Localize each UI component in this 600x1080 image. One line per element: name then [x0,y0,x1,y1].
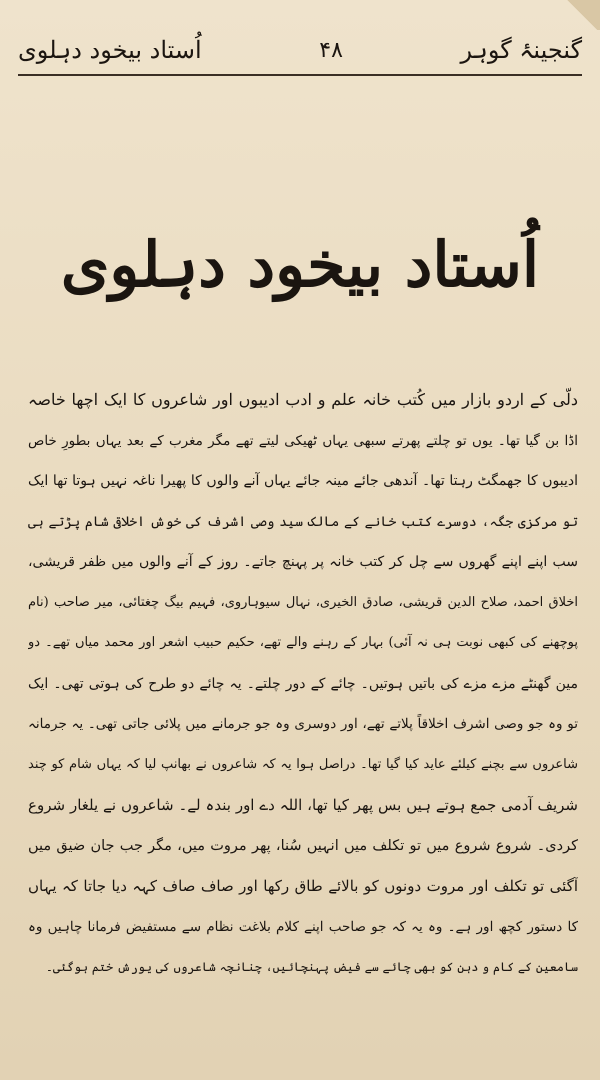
chapter-title: اُستاد بیخود دہلوی [60,228,540,301]
text-line: اڈا بن گیا تھا۔ یوں تو چلتے پھرتے سبھی یہاں ٹھیکی لیتے تھے مگر مغرب کے بعد یہاں بطورِ خاص [28,432,578,449]
text-line: سب اپنے اپنے گھروں سے چل کر کتب خانہ پر پہنچ جاتے۔ روز کے آنے والوں میں ظفر قریشی، [28,554,578,570]
text-line: مین گھنٹے مزے مزے کی باتیں ہوتیں۔ چائے کے دور چلتے۔ یہ چائے دو طرح کی ہوتی تھی۔ ایک [28,675,578,692]
folded-corner [564,0,600,30]
page-number: ۴۸ [319,37,343,63]
running-author-title: اُستاد بیخود دہلوی [18,36,202,64]
body-text [28,380,578,988]
text-line: پوچھنے کی کبھی نوبت ہی نہ آئی) بہار کے رہنے والے تھے، حکیم حبیب اشعر اور محمد میاں تھے۔ دو [28,635,578,650]
text-line: شریف آدمی جمع ہوتے ہیں بس پھر کیا تھا، اللہ دے اور بندہ لے۔ شاعروں نے یلغار شروع [28,796,578,814]
header-rule [18,74,582,76]
text-line: آگئی تو تکلف اور مروت دونوں کو بالائے طاق رکھا اور صاف صاف کہہ دیا جاتا کہ یہاں [28,877,578,895]
page-header [18,28,582,72]
text-line: تو وہ جو وصی اشرف اخلاقاً پلاتے تھے، اور دوسری وہ جو جرمانے میں پلائی جاتی تھی۔ یہ جرمانہ [28,716,578,732]
text-line: کا دستور کچھ اور ہے۔ وہ یہ کہ جو صاحب اپنے کلام بلاغت نظام سے مستفیض فرمانا چاہیں وہ [28,918,578,935]
running-book-title: گنجینۂ گوہر [460,36,582,64]
text-line: اخلاق احمد، صلاح الدین قریشی، صادق الخیری، نہال سیوہاروی، فہیم بیگ چغتائی، میر صاحب (نام [28,594,578,610]
text-line: سامعین کے کام و دہن کو بھی چائے سے فیض پہنچائیں، چنانچہ شاعروں کی یورش ختم ہوگئی۔ [45,960,578,974]
text-line: دلّی کے اردو بازار میں کُتب خانہ علم و ادب ادیبوں اور شاعروں کا ایک اچھا خاصہ [28,390,578,409]
text-line: شاعروں سے بچنے کیلئے عاید کیا گیا تھا۔ دراصل ہوا یہ کہ شاعروں نے بھانپ لیا کہ یہاں شام کو چند [28,756,578,772]
text-line: تو مرکزی جگہ، دوسرے کتب خانے کے مالک سید وصی اشرف کی خوش اخلاقی شام پڑتے ہی [28,513,578,530]
text-line: ادیبوں کا جھمگٹ رہتا تھا۔ آندھی جائے مینہ جائے یہاں آنے والوں کا پھیرا ناغہ نہیں ہوتا تھا ایک [28,473,578,489]
text-line: کردی۔ شروع شروع میں تو تکلف میں انہیں سُنا، پھر مروت میں، مگر جب جان ضیق میں [28,837,578,854]
